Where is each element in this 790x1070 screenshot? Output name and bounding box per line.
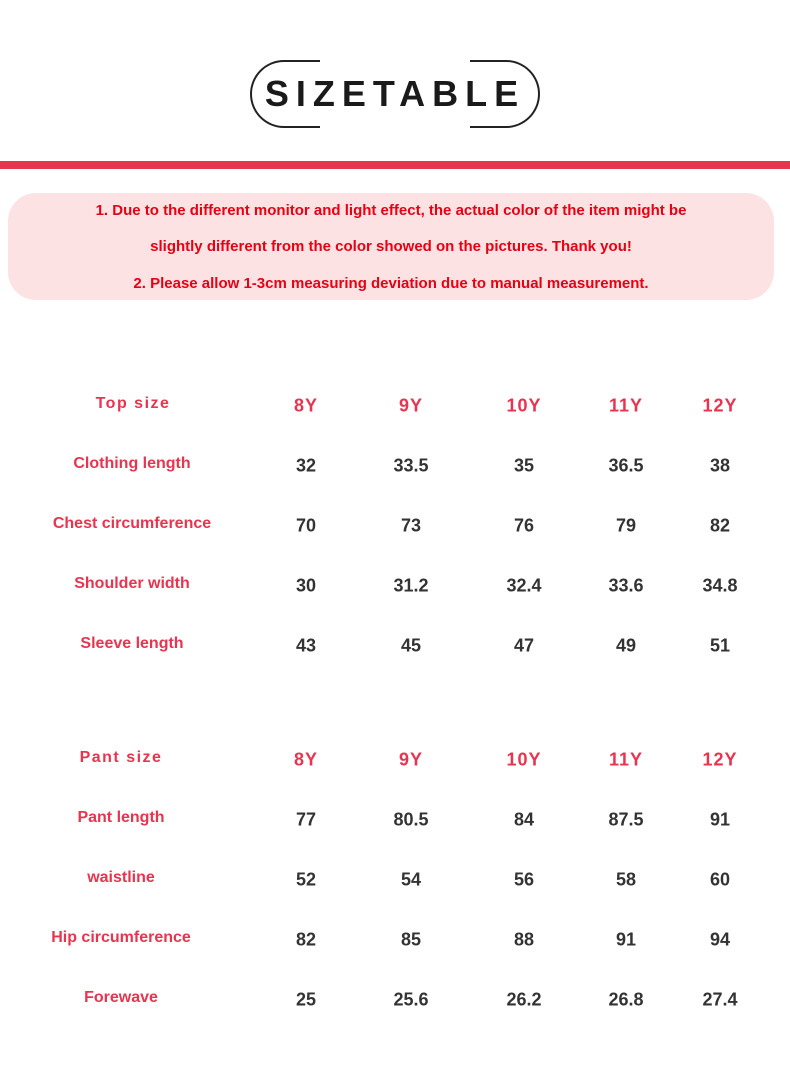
table-cell: 30 — [295, 575, 317, 596]
size-header: 11Y — [608, 395, 644, 416]
table-cell: 70 — [295, 515, 317, 536]
table-cell: 80.5 — [393, 809, 429, 830]
pant-table-header: Pant size — [79, 749, 163, 766]
row-label: Hip circumference — [51, 929, 191, 946]
row-label: Sleeve length — [80, 635, 184, 652]
notice-line-2: slightly different from the color showed on the pictures. Thank you! — [150, 238, 632, 255]
row-label: Pant length — [77, 809, 165, 826]
size-header: 9Y — [398, 395, 424, 416]
table-cell: 77 — [295, 809, 317, 830]
table-cell: 82 — [709, 515, 731, 536]
table-cell: 60 — [709, 869, 731, 890]
table-cell: 54 — [400, 869, 422, 890]
table-cell: 82 — [295, 929, 317, 950]
table-cell: 73 — [400, 515, 422, 536]
notice-line-3: 2. Please allow 1-3cm measuring deviation due to manual measurement. — [133, 275, 649, 292]
table-cell: 32.4 — [506, 575, 542, 596]
notice-box — [8, 193, 774, 300]
page-title: SIZETABLE — [264, 73, 526, 114]
table-cell: 47 — [513, 635, 535, 656]
table-cell: 36.5 — [608, 455, 644, 476]
size-header: 11Y — [608, 749, 644, 770]
size-header: 12Y — [702, 395, 738, 416]
table-cell: 31.2 — [393, 575, 429, 596]
row-label: waistline — [87, 869, 155, 886]
table-cell: 51 — [709, 635, 731, 656]
table-cell: 38 — [709, 455, 731, 476]
table-cell: 76 — [513, 515, 535, 536]
table-cell: 85 — [400, 929, 422, 950]
table-cell: 25.6 — [393, 989, 429, 1010]
table-cell: 26.2 — [506, 989, 542, 1010]
table-cell: 49 — [615, 635, 637, 656]
table-cell: 26.8 — [608, 989, 644, 1010]
row-label: Clothing length — [73, 455, 191, 472]
row-label: Forewave — [84, 989, 158, 1006]
size-header: 9Y — [398, 749, 424, 770]
notice-line-1: 1. Due to the different monitor and light effect, the actual color of the item might be — [95, 202, 687, 219]
table-cell: 43 — [295, 635, 317, 656]
table-cell: 32 — [295, 455, 317, 476]
size-header: 10Y — [506, 395, 542, 416]
table-cell: 45 — [400, 635, 422, 656]
divider-line — [0, 161, 790, 169]
size-header: 12Y — [702, 749, 738, 770]
table-cell: 35 — [513, 455, 535, 476]
table-cell: 84 — [513, 809, 535, 830]
table-cell: 87.5 — [608, 809, 644, 830]
table-cell: 27.4 — [702, 989, 738, 1010]
table-cell: 58 — [615, 869, 637, 890]
table-cell: 88 — [513, 929, 535, 950]
table-cell: 79 — [615, 515, 637, 536]
table-cell: 25 — [295, 989, 317, 1010]
table-cell: 34.8 — [702, 575, 738, 596]
row-label: Shoulder width — [74, 575, 190, 592]
top-table-header: Top size — [95, 395, 171, 412]
table-cell: 91 — [709, 809, 731, 830]
table-cell: 33.5 — [393, 455, 429, 476]
size-header: 10Y — [506, 749, 542, 770]
size-header: 8Y — [293, 395, 319, 416]
title-banner — [0, 0, 790, 160]
size-header: 8Y — [293, 749, 319, 770]
row-label: Chest circumference — [52, 515, 212, 532]
table-cell: 56 — [513, 869, 535, 890]
table-cell: 94 — [709, 929, 731, 950]
table-cell: 91 — [615, 929, 637, 950]
table-cell: 52 — [295, 869, 317, 890]
table-cell: 33.6 — [608, 575, 644, 596]
